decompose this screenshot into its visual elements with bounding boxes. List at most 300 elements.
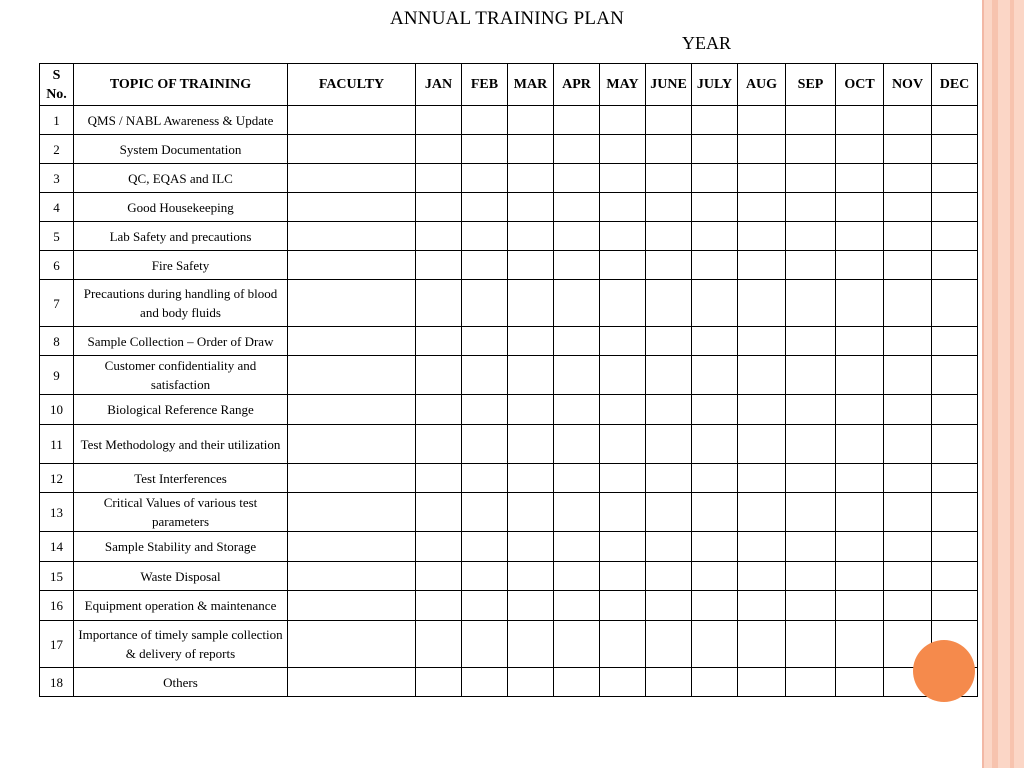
row-month-cell[interactable]: [554, 591, 600, 621]
row-month-cell[interactable]: [884, 135, 932, 164]
row-month-cell[interactable]: [600, 464, 646, 493]
row-month-cell[interactable]: [554, 135, 600, 164]
row-month-cell[interactable]: [836, 532, 884, 562]
row-faculty-cell[interactable]: [288, 193, 416, 222]
row-month-cell[interactable]: [836, 425, 884, 464]
row-month-cell[interactable]: [884, 327, 932, 356]
row-month-cell[interactable]: [462, 532, 508, 562]
row-month-cell[interactable]: [738, 532, 786, 562]
row-topic: Equipment operation & maintenance: [74, 591, 288, 621]
row-month-cell[interactable]: [646, 135, 692, 164]
row-month-cell[interactable]: [932, 562, 978, 591]
row-topic: Test Interferences: [74, 464, 288, 493]
row-month-cell[interactable]: [462, 668, 508, 697]
column-header-month: AUG: [738, 64, 786, 106]
column-header-month: SEP: [786, 64, 836, 106]
row-month-cell[interactable]: [554, 562, 600, 591]
row-faculty-cell[interactable]: [288, 464, 416, 493]
row-month-cell[interactable]: [600, 532, 646, 562]
row-month-cell[interactable]: [646, 591, 692, 621]
row-faculty-cell[interactable]: [288, 532, 416, 562]
table-row: [40, 464, 978, 493]
row-serial-number: 18: [40, 668, 74, 697]
table-row: [40, 668, 978, 697]
row-month-cell[interactable]: [416, 668, 462, 697]
row-month-cell[interactable]: [646, 356, 692, 395]
row-serial-number: 17: [40, 621, 74, 668]
row-month-cell[interactable]: [836, 356, 884, 395]
row-month-cell[interactable]: [600, 591, 646, 621]
row-faculty-cell[interactable]: [288, 425, 416, 464]
row-month-cell[interactable]: [786, 493, 836, 532]
row-month-cell[interactable]: [554, 464, 600, 493]
row-faculty-cell[interactable]: [288, 591, 416, 621]
row-month-cell[interactable]: [416, 106, 462, 135]
row-month-cell[interactable]: [508, 164, 554, 193]
row-faculty-cell[interactable]: [288, 668, 416, 697]
row-month-cell[interactable]: [692, 425, 738, 464]
row-month-cell[interactable]: [884, 164, 932, 193]
row-month-cell[interactable]: [932, 222, 978, 251]
row-month-cell[interactable]: [646, 493, 692, 532]
row-topic: Test Methodology and their utilization: [74, 425, 288, 464]
row-serial-number: 1: [40, 106, 74, 135]
year-label: YEAR: [682, 33, 731, 53]
column-header-sno: [40, 64, 74, 106]
row-month-cell[interactable]: [600, 668, 646, 697]
row-month-cell[interactable]: [554, 222, 600, 251]
row-month-cell[interactable]: [836, 222, 884, 251]
row-month-cell[interactable]: [692, 464, 738, 493]
row-month-cell[interactable]: [416, 222, 462, 251]
row-month-cell[interactable]: [692, 193, 738, 222]
row-month-cell[interactable]: [692, 280, 738, 327]
row-topic: Fire Safety: [74, 251, 288, 280]
row-month-cell[interactable]: [836, 106, 884, 135]
row-month-cell[interactable]: [738, 395, 786, 425]
row-serial-number: 13: [40, 493, 74, 532]
row-month-cell[interactable]: [554, 395, 600, 425]
table-row: [40, 562, 978, 591]
row-month-cell[interactable]: [554, 425, 600, 464]
row-month-cell[interactable]: [692, 327, 738, 356]
row-month-cell[interactable]: [786, 668, 836, 697]
row-month-cell[interactable]: [646, 562, 692, 591]
row-month-cell[interactable]: [600, 222, 646, 251]
row-month-cell[interactable]: [836, 280, 884, 327]
row-serial-number: 7: [40, 280, 74, 327]
row-month-cell[interactable]: [508, 493, 554, 532]
row-month-cell[interactable]: [692, 591, 738, 621]
table-row: [40, 135, 978, 164]
row-month-cell[interactable]: [884, 222, 932, 251]
row-month-cell[interactable]: [508, 395, 554, 425]
row-month-cell[interactable]: [932, 395, 978, 425]
row-topic: Waste Disposal: [74, 562, 288, 591]
row-month-cell[interactable]: [416, 591, 462, 621]
row-month-cell[interactable]: [692, 532, 738, 562]
row-month-cell[interactable]: [646, 621, 692, 668]
row-month-cell[interactable]: [738, 464, 786, 493]
row-month-cell[interactable]: [600, 280, 646, 327]
row-faculty-cell[interactable]: [288, 327, 416, 356]
row-month-cell[interactable]: [416, 562, 462, 591]
table-row: [40, 395, 978, 425]
row-month-cell[interactable]: [786, 251, 836, 280]
row-month-cell[interactable]: [836, 395, 884, 425]
row-month-cell[interactable]: [508, 464, 554, 493]
row-month-cell[interactable]: [600, 164, 646, 193]
row-month-cell[interactable]: [884, 193, 932, 222]
table-row: [40, 280, 978, 327]
row-month-cell[interactable]: [738, 280, 786, 327]
table-row: [40, 425, 978, 464]
row-topic: Critical Values of various test parameters: [74, 493, 288, 532]
row-month-cell[interactable]: [738, 621, 786, 668]
row-month-cell[interactable]: [416, 164, 462, 193]
row-faculty-cell[interactable]: [288, 356, 416, 395]
row-month-cell[interactable]: [508, 222, 554, 251]
row-month-cell[interactable]: [646, 395, 692, 425]
row-month-cell[interactable]: [884, 280, 932, 327]
column-header-sno-line2: No.: [46, 86, 67, 102]
row-month-cell[interactable]: [462, 562, 508, 591]
row-serial-number: 4: [40, 193, 74, 222]
row-month-cell[interactable]: [932, 532, 978, 562]
row-month-cell[interactable]: [738, 562, 786, 591]
row-month-cell[interactable]: [508, 532, 554, 562]
row-month-cell[interactable]: [692, 621, 738, 668]
page-title: ANNUAL TRAINING PLAN: [389, 8, 625, 29]
slide-border-stripe-thin: [1010, 0, 1014, 768]
row-month-cell[interactable]: [932, 164, 978, 193]
row-month-cell[interactable]: [738, 425, 786, 464]
column-header-month: MAR: [508, 64, 554, 106]
row-month-cell[interactable]: [836, 164, 884, 193]
decorative-circle: [913, 640, 975, 702]
row-month-cell[interactable]: [462, 591, 508, 621]
row-month-cell[interactable]: [692, 562, 738, 591]
row-month-cell[interactable]: [416, 135, 462, 164]
column-header-month: NOV: [884, 64, 932, 106]
row-month-cell[interactable]: [932, 356, 978, 395]
row-month-cell[interactable]: [416, 464, 462, 493]
row-month-cell[interactable]: [554, 280, 600, 327]
row-month-cell[interactable]: [416, 532, 462, 562]
row-month-cell[interactable]: [508, 356, 554, 395]
row-month-cell[interactable]: [692, 164, 738, 193]
row-month-cell[interactable]: [462, 464, 508, 493]
row-month-cell[interactable]: [508, 251, 554, 280]
row-month-cell[interactable]: [738, 222, 786, 251]
row-month-cell[interactable]: [738, 327, 786, 356]
row-month-cell[interactable]: [692, 356, 738, 395]
row-month-cell[interactable]: [508, 425, 554, 464]
row-month-cell[interactable]: [462, 395, 508, 425]
row-faculty-cell[interactable]: [288, 135, 416, 164]
row-month-cell[interactable]: [554, 621, 600, 668]
row-faculty-cell[interactable]: [288, 621, 416, 668]
row-serial-number: 16: [40, 591, 74, 621]
row-month-cell[interactable]: [462, 621, 508, 668]
row-faculty-cell[interactable]: [288, 280, 416, 327]
row-month-cell[interactable]: [836, 668, 884, 697]
row-month-cell[interactable]: [600, 621, 646, 668]
row-month-cell[interactable]: [554, 356, 600, 395]
row-month-cell[interactable]: [416, 193, 462, 222]
row-month-cell[interactable]: [836, 193, 884, 222]
row-serial-number: 9: [40, 356, 74, 395]
row-topic: QC, EQAS and ILC: [74, 164, 288, 193]
row-month-cell[interactable]: [884, 425, 932, 464]
row-month-cell[interactable]: [416, 493, 462, 532]
row-month-cell[interactable]: [646, 280, 692, 327]
table-row: [40, 493, 978, 532]
column-header-month: JULY: [692, 64, 738, 106]
row-month-cell[interactable]: [508, 193, 554, 222]
row-month-cell[interactable]: [462, 106, 508, 135]
row-month-cell[interactable]: [554, 327, 600, 356]
row-month-cell[interactable]: [932, 135, 978, 164]
row-serial-number: 15: [40, 562, 74, 591]
row-month-cell[interactable]: [932, 280, 978, 327]
row-month-cell[interactable]: [508, 621, 554, 668]
row-month-cell[interactable]: [462, 222, 508, 251]
row-month-cell[interactable]: [692, 395, 738, 425]
row-month-cell[interactable]: [646, 106, 692, 135]
row-serial-number: 3: [40, 164, 74, 193]
column-header-month: MAY: [600, 64, 646, 106]
row-serial-number: 5: [40, 222, 74, 251]
table-row: [40, 164, 978, 193]
row-month-cell[interactable]: [884, 356, 932, 395]
row-month-cell[interactable]: [692, 135, 738, 164]
row-month-cell[interactable]: [554, 251, 600, 280]
row-topic: System Documentation: [74, 135, 288, 164]
row-month-cell[interactable]: [932, 425, 978, 464]
row-month-cell[interactable]: [836, 621, 884, 668]
row-month-cell[interactable]: [508, 280, 554, 327]
row-month-cell[interactable]: [508, 327, 554, 356]
row-month-cell[interactable]: [554, 668, 600, 697]
row-month-cell[interactable]: [786, 222, 836, 251]
row-month-cell[interactable]: [554, 193, 600, 222]
row-month-cell[interactable]: [600, 356, 646, 395]
row-month-cell[interactable]: [932, 591, 978, 621]
row-month-cell[interactable]: [600, 493, 646, 532]
row-month-cell[interactable]: [932, 106, 978, 135]
row-month-cell[interactable]: [462, 193, 508, 222]
table-row: [40, 222, 978, 251]
column-header-month: JUNE: [646, 64, 692, 106]
row-month-cell[interactable]: [646, 425, 692, 464]
column-header-faculty: FACULTY: [288, 64, 416, 106]
row-topic: Sample Stability and Storage: [74, 532, 288, 562]
row-month-cell[interactable]: [462, 251, 508, 280]
row-month-cell[interactable]: [786, 621, 836, 668]
row-month-cell[interactable]: [416, 425, 462, 464]
row-month-cell[interactable]: [884, 562, 932, 591]
row-month-cell[interactable]: [932, 464, 978, 493]
row-month-cell[interactable]: [508, 668, 554, 697]
row-month-cell[interactable]: [786, 193, 836, 222]
row-month-cell[interactable]: [786, 425, 836, 464]
row-month-cell[interactable]: [884, 106, 932, 135]
row-month-cell[interactable]: [462, 164, 508, 193]
row-month-cell[interactable]: [786, 106, 836, 135]
table-row: [40, 193, 978, 222]
table-row: [40, 327, 978, 356]
row-month-cell[interactable]: [738, 164, 786, 193]
row-month-cell[interactable]: [738, 668, 786, 697]
row-month-cell[interactable]: [738, 106, 786, 135]
table-row: [40, 591, 978, 621]
row-month-cell[interactable]: [416, 356, 462, 395]
table-row: [40, 106, 978, 135]
column-header-month: FEB: [462, 64, 508, 106]
row-month-cell[interactable]: [508, 591, 554, 621]
row-month-cell[interactable]: [646, 532, 692, 562]
row-month-cell[interactable]: [884, 493, 932, 532]
row-month-cell[interactable]: [462, 135, 508, 164]
row-month-cell[interactable]: [786, 532, 836, 562]
row-month-cell[interactable]: [786, 562, 836, 591]
row-month-cell[interactable]: [738, 356, 786, 395]
row-month-cell[interactable]: [600, 395, 646, 425]
row-month-cell[interactable]: [884, 591, 932, 621]
row-month-cell[interactable]: [884, 395, 932, 425]
row-month-cell[interactable]: [884, 532, 932, 562]
row-month-cell[interactable]: [554, 164, 600, 193]
row-month-cell[interactable]: [932, 193, 978, 222]
row-month-cell[interactable]: [836, 562, 884, 591]
row-month-cell[interactable]: [508, 562, 554, 591]
row-month-cell[interactable]: [600, 251, 646, 280]
row-topic: Precautions during handling of blood and body fluids: [74, 280, 288, 327]
row-month-cell[interactable]: [646, 164, 692, 193]
table-row: [40, 251, 978, 280]
row-month-cell[interactable]: [884, 464, 932, 493]
row-month-cell[interactable]: [600, 327, 646, 356]
row-month-cell[interactable]: [646, 668, 692, 697]
row-month-cell[interactable]: [600, 425, 646, 464]
row-month-cell[interactable]: [508, 135, 554, 164]
row-month-cell[interactable]: [786, 327, 836, 356]
row-month-cell[interactable]: [554, 532, 600, 562]
slide-border-stripe: [992, 0, 998, 768]
row-month-cell[interactable]: [462, 425, 508, 464]
row-topic: QMS / NABL Awareness & Update: [74, 106, 288, 135]
row-month-cell[interactable]: [462, 493, 508, 532]
table-row: [40, 621, 978, 668]
row-month-cell[interactable]: [738, 193, 786, 222]
row-month-cell[interactable]: [554, 106, 600, 135]
row-faculty-cell[interactable]: [288, 562, 416, 591]
column-header-month: JAN: [416, 64, 462, 106]
row-faculty-cell[interactable]: [288, 106, 416, 135]
row-month-cell[interactable]: [508, 106, 554, 135]
row-month-cell[interactable]: [646, 251, 692, 280]
row-month-cell[interactable]: [600, 106, 646, 135]
row-month-cell[interactable]: [554, 493, 600, 532]
row-month-cell[interactable]: [836, 464, 884, 493]
row-month-cell[interactable]: [416, 327, 462, 356]
row-month-cell[interactable]: [836, 493, 884, 532]
row-month-cell[interactable]: [462, 327, 508, 356]
row-month-cell[interactable]: [646, 193, 692, 222]
row-topic: Lab Safety and precautions: [74, 222, 288, 251]
column-header-sno-line1: S: [52, 67, 61, 83]
slide-border-line: [982, 0, 984, 768]
row-month-cell[interactable]: [416, 280, 462, 327]
row-topic: Biological Reference Range: [74, 395, 288, 425]
row-month-cell[interactable]: [462, 356, 508, 395]
row-month-cell[interactable]: [646, 464, 692, 493]
row-month-cell[interactable]: [692, 251, 738, 280]
row-month-cell[interactable]: [416, 621, 462, 668]
row-topic: Sample Collection – Order of Draw: [74, 327, 288, 356]
row-month-cell[interactable]: [836, 327, 884, 356]
row-month-cell[interactable]: [416, 251, 462, 280]
row-month-cell[interactable]: [786, 464, 836, 493]
row-month-cell[interactable]: [600, 135, 646, 164]
training-plan-table: [39, 63, 978, 697]
row-faculty-cell[interactable]: [288, 395, 416, 425]
row-month-cell[interactable]: [932, 251, 978, 280]
column-header-month: OCT: [836, 64, 884, 106]
row-month-cell[interactable]: [932, 493, 978, 532]
row-serial-number: 2: [40, 135, 74, 164]
row-month-cell[interactable]: [884, 251, 932, 280]
row-month-cell[interactable]: [738, 591, 786, 621]
row-month-cell[interactable]: [836, 591, 884, 621]
row-month-cell[interactable]: [932, 327, 978, 356]
row-month-cell[interactable]: [692, 493, 738, 532]
row-faculty-cell[interactable]: [288, 251, 416, 280]
column-header-month: DEC: [932, 64, 978, 106]
row-serial-number: 12: [40, 464, 74, 493]
row-month-cell[interactable]: [786, 356, 836, 395]
row-month-cell[interactable]: [646, 327, 692, 356]
row-month-cell[interactable]: [600, 193, 646, 222]
row-month-cell[interactable]: [836, 135, 884, 164]
row-month-cell[interactable]: [738, 493, 786, 532]
row-month-cell[interactable]: [462, 280, 508, 327]
row-month-cell[interactable]: [786, 395, 836, 425]
row-faculty-cell[interactable]: [288, 493, 416, 532]
row-serial-number: 14: [40, 532, 74, 562]
row-month-cell[interactable]: [646, 222, 692, 251]
table-row: [40, 356, 978, 395]
row-month-cell[interactable]: [600, 562, 646, 591]
row-faculty-cell[interactable]: [288, 222, 416, 251]
row-faculty-cell[interactable]: [288, 164, 416, 193]
row-month-cell[interactable]: [692, 222, 738, 251]
row-month-cell[interactable]: [836, 251, 884, 280]
row-month-cell[interactable]: [738, 251, 786, 280]
row-month-cell[interactable]: [786, 135, 836, 164]
row-topic: Customer confidentiality and satisfaction: [74, 356, 288, 395]
row-month-cell[interactable]: [786, 591, 836, 621]
row-month-cell[interactable]: [692, 106, 738, 135]
row-month-cell[interactable]: [786, 164, 836, 193]
row-topic: Others: [74, 668, 288, 697]
row-month-cell[interactable]: [738, 135, 786, 164]
row-month-cell[interactable]: [786, 280, 836, 327]
row-month-cell[interactable]: [692, 668, 738, 697]
row-month-cell[interactable]: [416, 395, 462, 425]
row-serial-number: 11: [40, 425, 74, 464]
